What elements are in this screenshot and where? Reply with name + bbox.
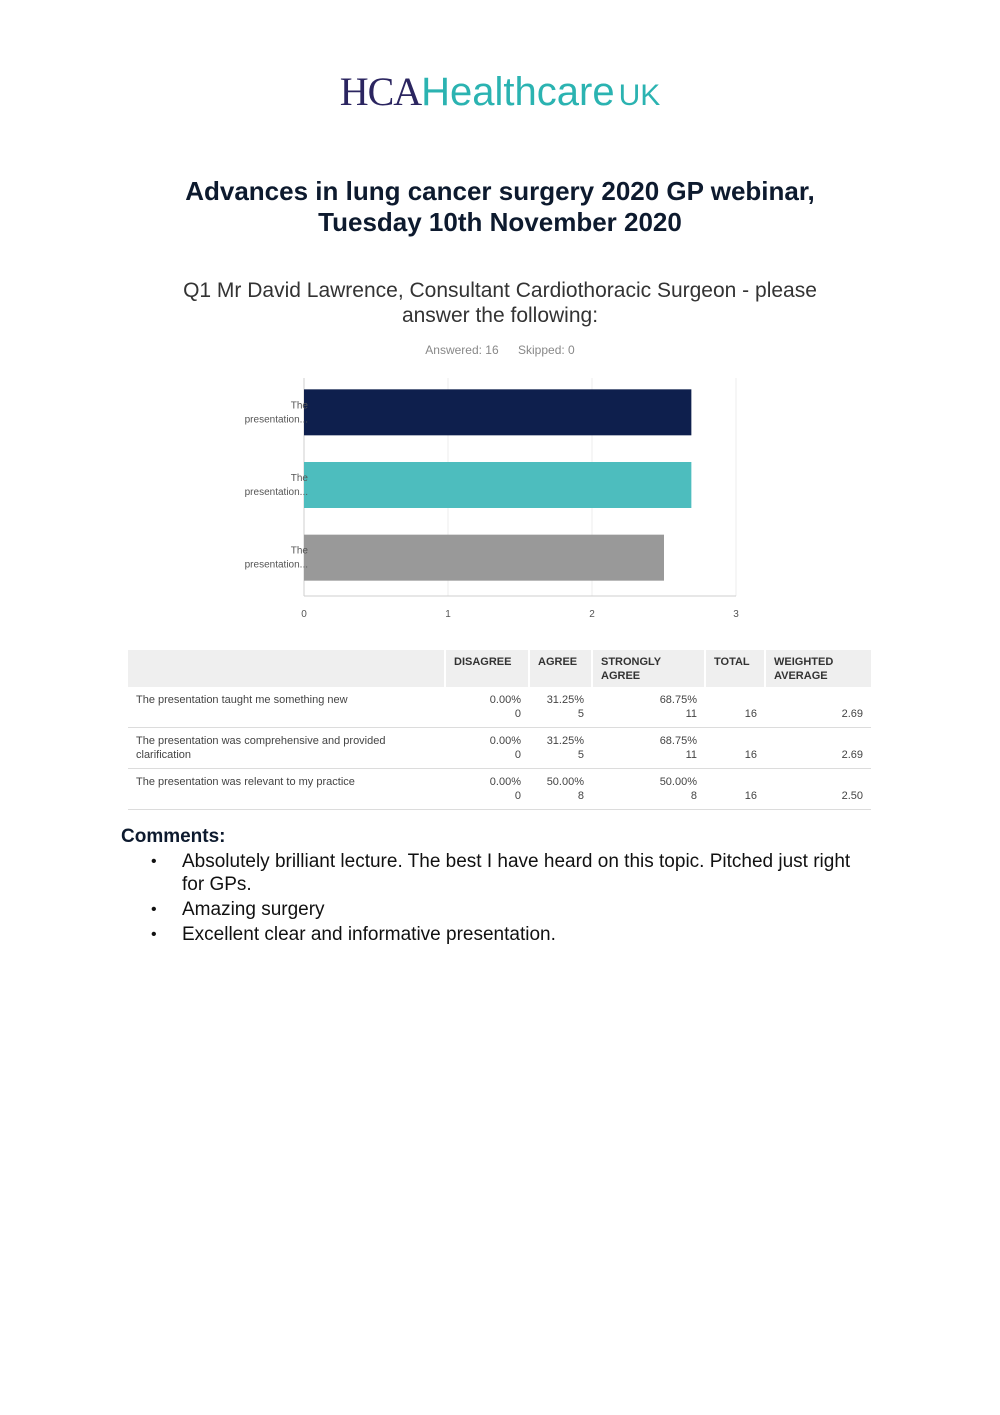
category-label: The	[290, 473, 308, 484]
bar-chart	[220, 370, 760, 625]
table-row	[128, 687, 871, 728]
disagree-cell: 0.00% 0	[445, 687, 529, 728]
logo-healthcare: Healthcare	[421, 70, 615, 114]
category-label: presentation...	[244, 414, 308, 426]
bar	[304, 535, 664, 581]
category-label: presentation...	[244, 487, 308, 498]
total-cell: 16	[705, 769, 765, 810]
table-header-row	[128, 650, 871, 687]
agree-cell: 50.00% 8	[529, 769, 592, 810]
question-text: Q1 Mr David Lawrence, Consultant Cardiothoracic Surgeon - please answer the following:	[183, 279, 817, 327]
strongly-agree-cell: 50.00% 8	[592, 769, 705, 810]
weighted-average-cell: 2.50	[765, 769, 871, 810]
tick-label: 0	[301, 609, 307, 620]
comment-text: Absolutely brilliant lecture. The best I have heard on this topic. Pitched just right for GPs.	[182, 851, 851, 895]
row-label: The presentation taught me something new	[128, 687, 445, 728]
response-counts	[0, 343, 1000, 357]
strongly-agree-cell: 68.75% 11	[592, 687, 705, 728]
skipped-count: Skipped: 0	[518, 343, 575, 357]
comments-list	[150, 850, 870, 948]
disagree-cell: 0.00% 0	[445, 769, 529, 810]
header-weighted-average: WEIGHTED AVERAGE	[765, 650, 871, 687]
bullet-icon: •	[151, 853, 157, 870]
category-label: The	[290, 545, 308, 557]
agree-cell: 31.25% 5	[529, 728, 592, 769]
tick-label: 2	[589, 609, 595, 620]
comments-heading: Comments:	[121, 826, 226, 847]
total-cell: 16	[705, 687, 765, 728]
header-agree: AGREE	[529, 650, 592, 687]
list-item	[150, 898, 870, 921]
header-strongly-agree: STRONGLY AGREE	[592, 650, 705, 687]
table-row	[128, 769, 871, 810]
weighted-average-cell: 2.69	[765, 687, 871, 728]
title-line-1: Advances in lung cancer surgery 2020 GP webinar,	[185, 176, 815, 206]
agree-cell: 31.25% 5	[529, 687, 592, 728]
table-row	[128, 728, 871, 769]
row-label: The presentation was comprehensive and provided clarification	[128, 728, 445, 769]
bar	[304, 462, 691, 508]
logo-uk: UK	[618, 79, 661, 112]
category-label: The	[290, 400, 308, 412]
header-disagree: DISAGREE	[445, 650, 529, 687]
weighted-average-cell: 2.69	[765, 728, 871, 769]
comment-text: Excellent clear and informative presentation.	[182, 924, 556, 945]
bullet-icon: •	[151, 926, 157, 943]
bullet-icon: •	[151, 901, 157, 918]
tick-label: 1	[445, 609, 451, 620]
row-label: The presentation was relevant to my practice	[128, 769, 445, 810]
comment-text: Amazing surgery	[182, 899, 325, 920]
bar	[304, 389, 691, 435]
logo-hca: HCA	[339, 69, 422, 114]
strongly-agree-cell: 68.75% 11	[592, 728, 705, 769]
tick-label: 3	[733, 609, 739, 620]
hca-healthcare-logo	[0, 70, 1000, 118]
header-total: TOTAL	[705, 650, 765, 687]
header-label	[128, 650, 445, 687]
total-cell: 16	[705, 728, 765, 769]
title-line-2: Tuesday 10th November 2020	[318, 207, 682, 237]
list-item	[150, 850, 870, 896]
results-table	[128, 650, 871, 810]
category-label: presentation...	[244, 559, 308, 571]
list-item	[150, 923, 870, 946]
document-title	[0, 176, 1000, 238]
disagree-cell: 0.00% 0	[445, 728, 529, 769]
answered-count: Answered: 16	[425, 343, 499, 357]
